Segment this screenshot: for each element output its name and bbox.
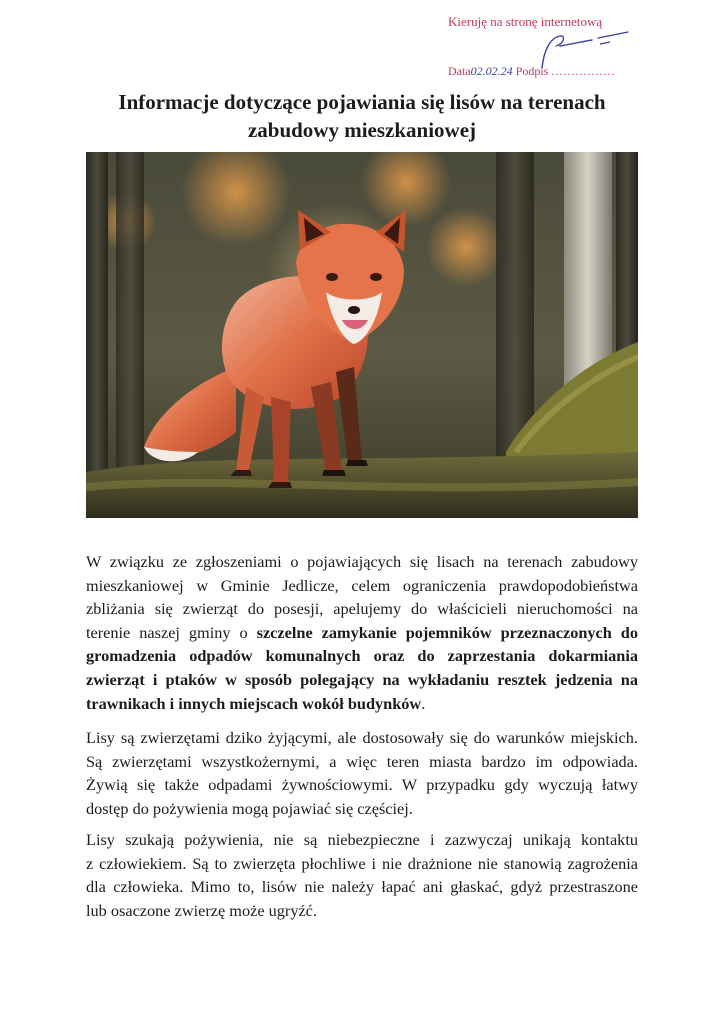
signature-label: Podpis xyxy=(515,64,549,78)
text-line: dostęp do pożywienia mogą pojawiać się częściej. xyxy=(86,798,413,818)
text-line: z człowiekiem. Są to zwierzęta płochliwe i nie drażnione nie stanowią zagrożenia xyxy=(86,853,638,873)
text-fragment: terenie naszej gminy o xyxy=(86,622,257,642)
bold-fragment: trawnikach i innych miejscach wokół budynków xyxy=(86,693,422,713)
bold-fragment: szczelne zamykanie pojemników przeznaczonych do xyxy=(256,622,638,642)
stamp-text: Kieruję na stronę internetową xyxy=(448,14,603,29)
bold-fragment: gromadzenia odpadów komunalnych oraz do zaprzestania dokarmiania xyxy=(86,646,638,666)
text-line xyxy=(86,668,638,692)
title-line-2: zabudowy mieszkaniowej xyxy=(247,118,477,142)
fox-photo xyxy=(86,152,638,518)
page-title xyxy=(70,88,654,144)
text-line: Lisy są zwierzętami dziko żyjącymi, ale dostosowały się do warunków miejskich. xyxy=(86,728,638,747)
text-line: zbliżania się zwierząt do posesji, apelujemy do właścicieli nieruchomości na xyxy=(86,599,638,619)
text-line: W związku ze zgłoszeniami o pojawiających się lisach na terenach zabudowy xyxy=(86,552,638,571)
date-label: Data xyxy=(448,64,471,78)
fox-illustration-icon xyxy=(86,152,638,518)
paragraph-3 xyxy=(86,828,638,922)
bold-fragment: zwierząt i ptaków w sposób polegający na wykładaniu resztek jedzenia na xyxy=(86,669,638,689)
text-line xyxy=(86,621,638,645)
text-line: dla człowieka. Mimo to, lisów nie należy łapać ani głaskać, gdyż przestraszone xyxy=(86,877,638,897)
text-line: lub osaczone zwierzę może ugryźć. xyxy=(86,900,317,920)
text-line: Żywią się także odpadami żywnościowymi. W przypadku gdy wyczują łatwy xyxy=(86,775,638,795)
text-line: Lisy szukają pożywienia, nie są niebezpieczne i zazwyczaj unikają kontaktu xyxy=(86,830,638,849)
paragraph-1 xyxy=(86,550,638,715)
text-fragment: . xyxy=(421,693,426,713)
signature-dots: ................ xyxy=(551,64,616,78)
text-line: Są zwierzętami wszystkożernymi, a więc teren miasta bardzo im odpowiada. xyxy=(86,751,638,771)
paragraph-2 xyxy=(86,726,638,820)
text-line xyxy=(86,692,638,716)
approval-stamp xyxy=(440,14,640,84)
text-line xyxy=(86,644,638,668)
text-line: mieszkaniowej w Gminie Jedlicze, celem ograniczenia prawdopodobieństwa xyxy=(86,575,638,595)
title-line-1: Informacje dotyczące pojawiania się lisów na terenach xyxy=(118,90,606,114)
date-value: 02.02.24 xyxy=(470,64,513,78)
stamp-date-row xyxy=(448,64,615,79)
